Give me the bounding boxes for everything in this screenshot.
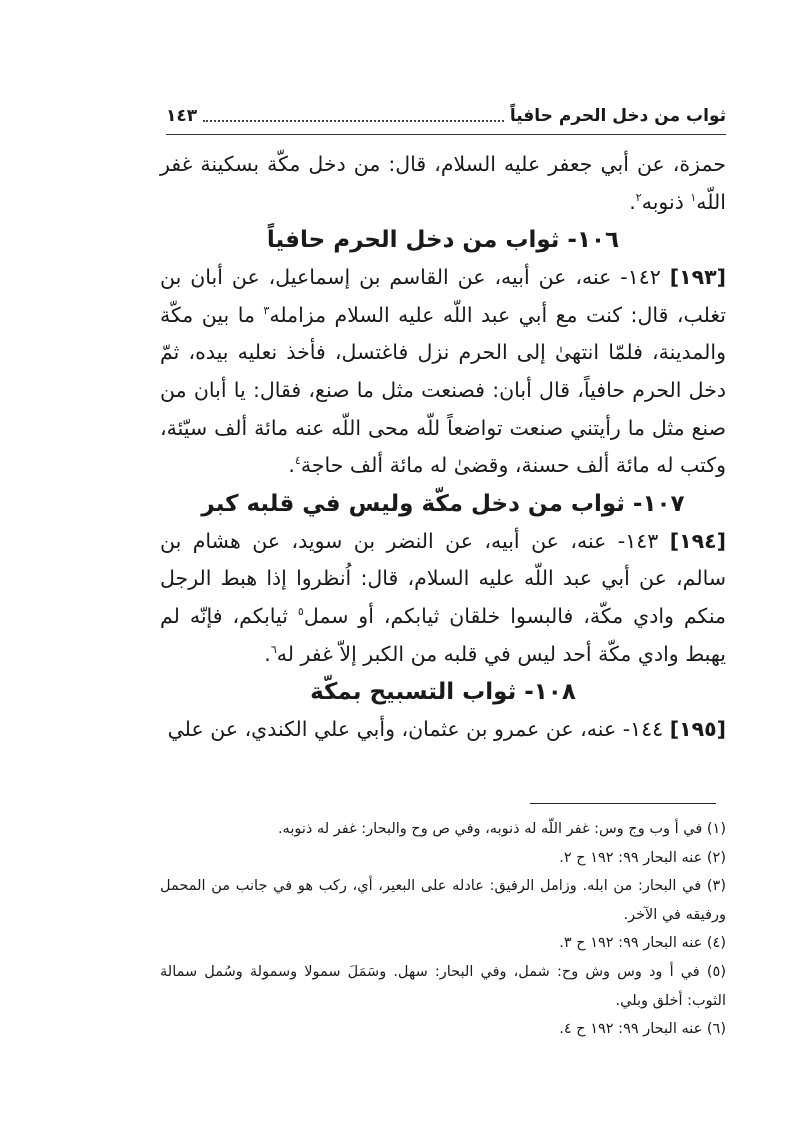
- hadith-195: [160, 711, 726, 749]
- hadith-text: .: [264, 641, 271, 666]
- footnote-3: (٣) في البحار: من ابله. وزامل الرفيق: عادله على البعير، أي، ركب هو في جانب من المحمل ورفيقه في الآخر.: [160, 878, 726, 923]
- section-heading-108: ١٠٨- ثواب التسبيح بمكّة: [310, 679, 576, 706]
- section-heading-106: ١٠٦- ثواب من دخل الحرم حافياً: [266, 227, 620, 254]
- hadith-number: [١٩٥]: [669, 717, 726, 742]
- hadith-193: [160, 259, 726, 485]
- footnote-6: (٦) عنه البحار ٩٩: ١٩٢ ح ٤.: [559, 1021, 726, 1038]
- footnote-ref: ٦: [270, 642, 277, 656]
- hadith-text: ما بين مكّة والمدينة، فلمّا انتهىٰ إلى الحرم نزل فاغتسل، فأخذ نعليه بيده، ثمّ دخل الحرم حافياً، قال أبان: فصنعت مثل ما صنع، فقال: يا أبان من صنع مثل ما رأيتني صنعت تواضعاً للّه محى اللّه عنه مائة ألف سيّئة، وكتب له مائة ألف حسنة، وقضىٰ له مائة ألف حاجة: [160, 302, 726, 478]
- footnote-ref: ٣: [263, 303, 270, 317]
- hadith-194: [160, 523, 726, 673]
- footnote-ref: ٢: [635, 190, 642, 204]
- running-header: [166, 98, 726, 135]
- paragraph-text: حمزة، عن أبي جعفر عليه السلام، قال: من دخل مكّة بسكينة غفر اللّه: [160, 152, 726, 214]
- hadith-text: .: [288, 453, 295, 478]
- hadith-text: ١٤٤- عنه، عن عمرو بن عثمان، وأبي علي الكندي، عن علي: [167, 717, 670, 742]
- hadith-text: ١٤٢- عنه، عن أبيه، عن القاسم بن إسماعيل، عن أبان بن تغلب، قال: كنت مع أبي عبد اللّه عليه السلام مزامله: [160, 265, 726, 327]
- main-text: [160, 146, 726, 749]
- page-number: ١٤٣: [166, 106, 198, 126]
- hadith-number: [١٩٤]: [669, 528, 726, 553]
- footnotes: [160, 815, 726, 1044]
- footnote-5: (٥) في أ ود وس وش وح: شمل، وفي البحار: سهل. وسَمَلَ سمولا وسمولة وسُمل سمالة الثوب: أخلق وبلي.: [160, 963, 726, 1009]
- footnote-ref: ٤: [294, 454, 301, 468]
- section-heading-107: ١٠٧- ثواب من دخل مكّة وليس في قلبه كبر: [201, 490, 685, 517]
- hadith-number: [١٩٣]: [669, 265, 726, 290]
- hadith-text: ١٤٣- عنه، عن أبيه، عن النضر بن سويد، عن هشام بن سالم، عن أبي عبد اللّه عليه السلام، قال: اُنظروا إذا هبط الرجل منكم وادي مكّة، فالبسوا خلقان ثيابكم، أو سمل: [160, 528, 726, 628]
- hadith-text: ثيابكم، فإنّه لم يهبط وادي مكّة أحد ليس في قلبه من الكبر إلاّ غفر له: [160, 603, 726, 666]
- paragraph-continuation: [160, 146, 726, 221]
- footnote-ref: ١: [690, 190, 697, 204]
- footnote-ref: ٥: [297, 605, 304, 619]
- paragraph-text: ذنوبه: [641, 189, 691, 214]
- footnote-4: (٤) عنه البحار ٩٩: ١٩٢ ح ٣.: [559, 935, 726, 952]
- footnote-1: (١) في أ وب وج وس: غفر اللّه له ذنوبه، وفي ص وح والبحار: غفر له ذنوبه.: [277, 821, 726, 837]
- dot-leader: [203, 110, 504, 122]
- footnote-divider: [530, 803, 716, 804]
- paragraph-text: .: [629, 189, 636, 214]
- running-title: ثواب من دخل الحرم حافياً: [509, 106, 726, 126]
- footnote-2: (٢) عنه البحار ٩٩: ١٩٢ ح ٢.: [559, 849, 726, 866]
